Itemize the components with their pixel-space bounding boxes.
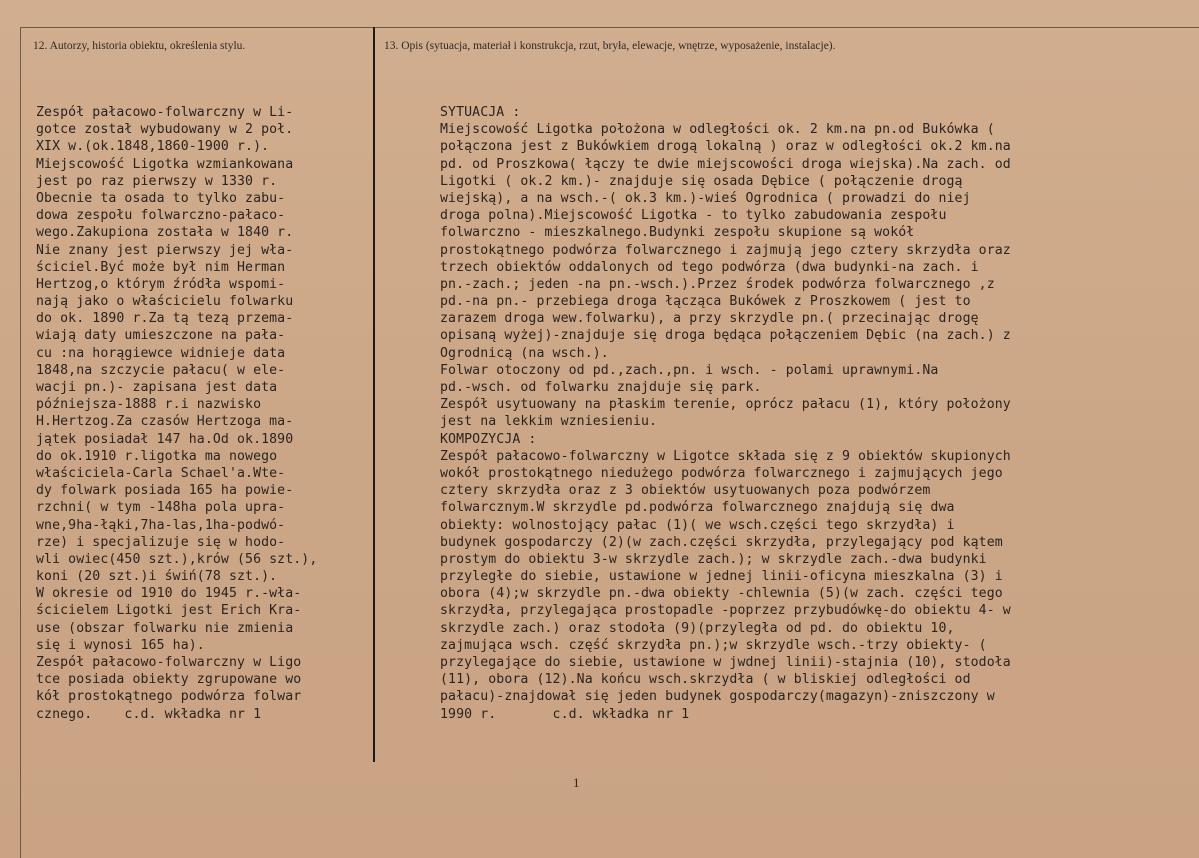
text-line: zarazem droga wew.folwarku), a przy skrzydle pn.( przecinając drogę	[440, 311, 979, 327]
text-line: folwarczno - mieszkalnego.Budynki zespołu skupione są wokół	[440, 225, 915, 241]
left-border-line	[20, 27, 21, 858]
text-line: obiekty: wolnostojący pałac (1)( we wsch.części tego skrzydła) i	[440, 517, 955, 533]
text-line: dowa zespołu folwarczno-pałaco-	[36, 208, 286, 224]
text-line: dy folwark posiada 165 ha powie-	[36, 483, 294, 499]
text-line: jest po raz pierwszy w 1330 r.	[36, 173, 278, 189]
text-line: W okresie od 1910 do 1945 r.-wła-	[36, 586, 302, 602]
text-line: rzchni( w tym -148ha pola upra-	[36, 500, 286, 516]
text-line: pn.-zach.; jeden -na pn.-wsch.).Przez środek podwórza folwarcznego ,z	[440, 276, 995, 292]
text-line: właściciela-Carla Schael'a.Wte-	[36, 465, 286, 481]
text-line: Miejscowość Ligotka wzmiankowana	[36, 156, 294, 172]
section-12-header: 12. Autorzy, historia obiektu, określenia stylu.	[33, 40, 246, 52]
text-line: prostym do obiektu 3-w skrzydle zach.); w skrzydle zach.-dwa budynki	[440, 551, 987, 567]
text-line: Folwar otoczony od pd.,zach.,pn. i wsch. - polami uprawnymi.Na	[440, 362, 939, 378]
text-line: Ogrodnicą (na wsch.).	[440, 345, 609, 361]
column-divider	[373, 27, 375, 762]
text-line: wiają daty umieszczone na pała-	[36, 328, 286, 344]
text-line: kół prostokątnego podwórza folwar	[36, 689, 302, 705]
text-line: cu :na horągiewce widnieje data	[36, 345, 286, 361]
text-line: ścicielem Ligotki jest Erich Kra-	[36, 603, 302, 619]
text-line: Nie znany jest pierwszy jej wła-	[36, 242, 294, 258]
text-line: obora (4);w skrzydle pn.-dwa obiekty -chlewnia (5)(w zach. części tego	[440, 586, 1003, 602]
text-line: Miejscowość Ligotka położona w odległości ok. 2 km.na pn.od Bukówka (	[440, 122, 995, 138]
text-line: przylegające do siebie, ustawione w jwdnej linii)-stajnia (10), stodoła	[440, 655, 1011, 670]
text-line: późniejsza-1888 r.i nazwisko	[36, 397, 262, 413]
section-13-header: 13. Opis (sytuacja, materiał i konstrukcja, rzut, bryła, elewacje, wnętrze, wyposażenie, instalacje).	[384, 40, 836, 52]
text-line: wli owiec(450 szt.),krów (56 szt.),	[36, 551, 318, 567]
text-line: gotce został wybudowany w 2 poł.	[36, 122, 294, 138]
text-line: XIX w.(ok.1848,1860-1900 r.).	[36, 139, 270, 155]
description-text-column	[440, 104, 1011, 723]
history-text-column	[36, 104, 317, 723]
text-line: use (obszar folwarku nie zmienia	[36, 620, 294, 636]
text-line: 1848,na szczycie pałacu( w ele-	[36, 362, 286, 378]
text-line: się i wynosi 165 ha).	[36, 637, 205, 653]
text-line: do ok.1910 r.ligotka ma nowego	[36, 448, 278, 464]
text-line: Hertzog,o którym źródła wspomi-	[36, 276, 286, 292]
text-line: nają jako o właścicielu folwarku	[36, 294, 294, 310]
text-line: Zespół usytuowany na płaskim terenie, oprócz pałacu (1), który położony	[440, 397, 1011, 413]
text-line: trzech obiektów oddalonych od tego podwórza (dwa budynki-na zach. i	[440, 259, 979, 275]
text-line: 1990 r. c.d. wkładka nr 1	[440, 706, 690, 722]
text-line: Obecnie ta osada to tylko zabu-	[36, 190, 286, 206]
text-line: pd. od Proszkowa( łączy te dwie miejscowości droga wiejska).Na zach. od	[440, 156, 1011, 172]
text-line: przyległe do siebie, ustawione w jednej linii-oficyna mieszkalna (3) i	[440, 569, 1003, 585]
text-line: skrzydła, przylegająca prostopadle -poprzez przybudówkę-do obiektu 4- w	[440, 603, 1011, 619]
text-line: wego.Zakupiona została w 1840 r.	[36, 225, 294, 241]
text-line: droga polna).Miejscowość Ligotka - to tylko zabudowania zespołu	[440, 208, 947, 224]
text-line: SYTUACJA :	[440, 105, 521, 120]
text-line: pd.-na pn.- przebiega droga łącząca Bukówek z Proszkowem ( jest to	[440, 294, 971, 310]
text-line: H.Hertzog.Za czasów Hertzoga ma-	[36, 414, 294, 430]
text-line: wne,9ha-łąki,7ha-las,1ha-podwó-	[36, 517, 286, 533]
text-line: wacji pn.)- zapisana jest data	[36, 380, 278, 395]
text-line: skrzydle zach.) oraz stodoła (9)(przyległa od pd. do obiektu 10,	[440, 620, 955, 636]
text-line: folwarcznym.W skrzydle pd.podwórza folwarcznego znajdują się dwa	[440, 500, 955, 516]
text-line: do ok. 1890 r.Za tą tezą przema-	[36, 311, 294, 327]
text-line: rze) i specjalizuje się w hodo-	[36, 534, 286, 550]
text-line: (11), obora (12).Na końcu wsch.skrzydła ( w bliskiej odległości od	[440, 672, 971, 688]
text-line: cztery skrzydła oraz z 3 obiektów usytuowanych poza podwórzem	[440, 483, 931, 499]
text-line: pałacu)-znajdował się jeden budynek gospodarczy(magazyn)-zniszczony w	[440, 689, 995, 705]
text-line: Zespół pałacowo-folwarczny w Ligo	[36, 655, 302, 670]
text-line: jest na lekkim wzniesieniu.	[440, 414, 658, 430]
text-line: jątek posiadał 147 ha.Od ok.1890	[36, 431, 294, 447]
top-border-line	[20, 27, 1199, 28]
text-line: pd.-wsch. od folwarku znajduje się park.	[440, 380, 762, 395]
text-line: koni (20 szt.)i świń(78 szt.).	[36, 569, 278, 585]
text-line: cznego. c.d. wkładka nr 1	[36, 706, 262, 722]
page-number: 1	[573, 775, 580, 790]
text-line: połączona jest z Bukówkiem drogą lokalną ) oraz w odległości ok.2 km.na	[440, 139, 1011, 155]
text-line: budynek gospodarczy (2)(w zach.części skrzydła, przylegający pod kątem	[440, 534, 1003, 550]
text-line: zajmująca wsch. część skrzydła pn.);w skrzydle wsch.-trzy obiekty- (	[440, 637, 987, 653]
text-line: wiejską), a na wsch.-( ok.3 km.)-wieś Ogrodnica ( prowadzi do niej	[440, 190, 971, 206]
text-line: KOMPOZYCJA :	[440, 431, 537, 447]
text-line: ściciel.Być może był nim Herman	[36, 259, 286, 275]
text-line: prostokątnego podwórza folwarcznego i zajmują jego cztery skrzydła oraz	[440, 242, 1011, 258]
text-line: opisaną wyżej)-znajduje się droga będąca połączeniem Dębic (na zach.) z	[440, 328, 1011, 344]
text-line: Zespół pałacowo-folwarczny w Ligotce składa się z 9 obiektów skupionych	[440, 448, 1011, 464]
text-line: tce posiada obiekty zgrupowane wo	[36, 672, 302, 688]
text-line: wokół prostokątnego niedużego podwórza folwarcznego i zajmujących jego	[440, 465, 1003, 481]
text-line: Zespół pałacowo-folwarczny w Li-	[36, 105, 294, 120]
text-line: Ligotki ( ok.2 km.)- znajduje się osada Dębice ( połączenie drogą	[440, 173, 963, 189]
